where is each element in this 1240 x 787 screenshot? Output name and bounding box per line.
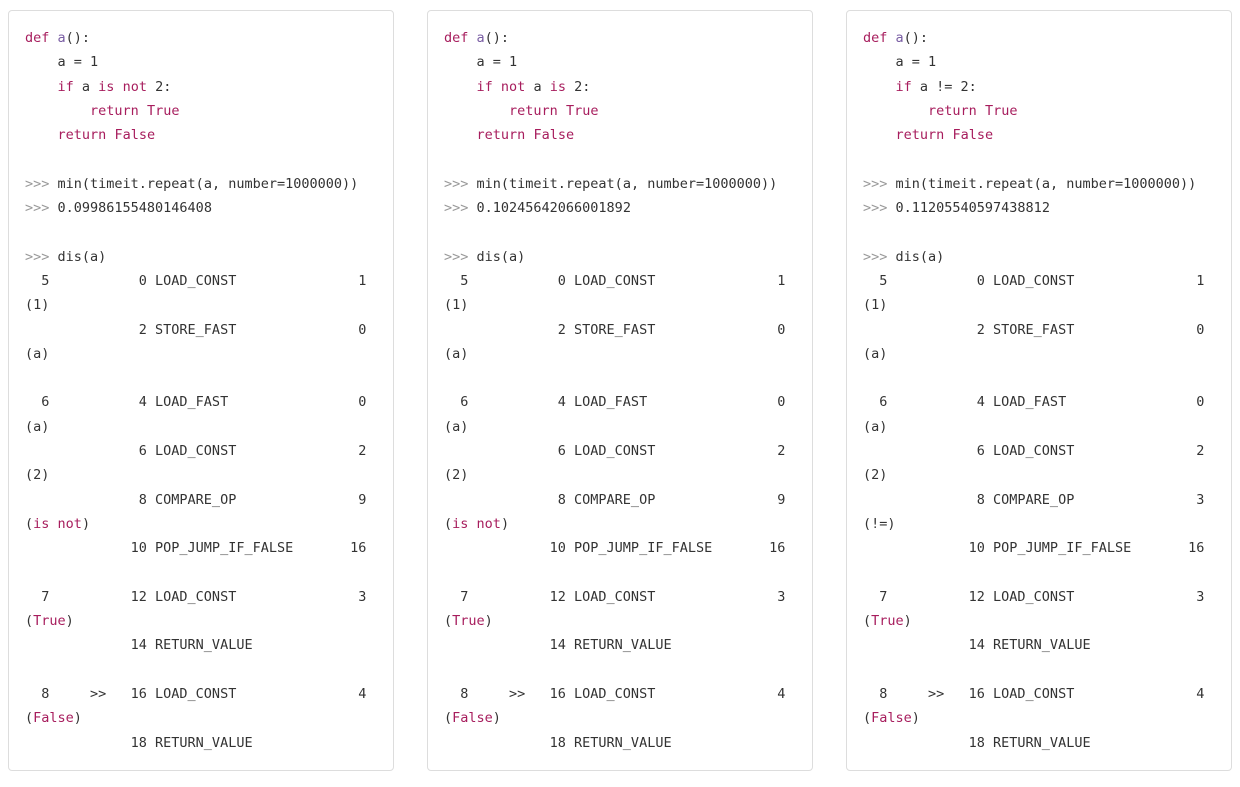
code-token: True: [33, 613, 66, 630]
code-token: 10 POP_JUMP_IF_FALSE 16: [444, 540, 786, 557]
code-token: [114, 79, 122, 95]
code-token: >>>: [863, 248, 896, 265]
code-token: [25, 79, 58, 95]
code-token: False: [533, 127, 575, 144]
code-token: >>>: [444, 175, 477, 192]
code-token: >>>: [863, 200, 896, 217]
code-token: 8 COMPARE_OP 9: [25, 491, 367, 508]
code-block-not-equal: [863, 26, 1215, 755]
code-token: if: [895, 78, 912, 95]
code-token: >>>: [25, 175, 58, 192]
code-token: >>>: [25, 248, 58, 265]
code-token: ): [65, 613, 74, 630]
code-token: (a): [444, 418, 469, 435]
code-token: (!=): [863, 515, 896, 532]
code-token: (2): [863, 467, 888, 484]
code-token: return: [57, 127, 107, 144]
code-token: a = 1: [444, 54, 518, 71]
code-token: (a): [863, 418, 888, 435]
code-token: a != 2:: [911, 78, 977, 95]
code-token: 0.10245642066001892: [476, 200, 631, 217]
code-token: is: [452, 515, 469, 532]
code-token: False: [114, 127, 156, 144]
code-token: [49, 30, 57, 46]
code-token: 7 12 LOAD_CONST 3: [25, 588, 367, 605]
code-token: (a): [25, 418, 50, 435]
code-token: [887, 30, 895, 46]
code-token: >>>: [444, 200, 477, 217]
code-token: 14 RETURN_VALUE: [863, 637, 1091, 654]
code-token: return: [895, 127, 945, 144]
code-token: if: [57, 78, 74, 95]
code-token: dis(a): [476, 248, 526, 265]
code-token: [139, 103, 147, 119]
code-token: a: [895, 30, 904, 46]
code-token: 2 STORE_FAST 0: [25, 321, 367, 338]
code-token: 18 RETURN_VALUE: [863, 734, 1091, 751]
code-token: is: [549, 78, 566, 95]
code-token: return: [90, 102, 139, 119]
code-token: ): [911, 710, 920, 727]
code-token: 18 RETURN_VALUE: [25, 734, 253, 751]
code-token: not: [500, 78, 526, 95]
code-token: 6 4 LOAD_FAST 0: [25, 394, 367, 411]
code-token: dis(a): [57, 248, 107, 265]
code-token: (a): [25, 345, 50, 362]
code-token: 5 0 LOAD_CONST 1: [444, 272, 786, 289]
code-token: 8 COMPARE_OP 9: [444, 491, 786, 508]
code-token: a: [476, 30, 485, 46]
code-token: [444, 79, 477, 95]
code-token: (a): [863, 345, 888, 362]
code-token: 6 LOAD_CONST 2: [25, 443, 367, 460]
code-token: False: [33, 710, 74, 727]
code-token: 18 RETURN_VALUE: [444, 734, 672, 751]
code-token: min(timeit.repeat(a, number=1000000)): [895, 175, 1197, 192]
code-token: [863, 103, 928, 119]
code-token: (2): [25, 467, 50, 484]
code-token: not: [57, 515, 82, 532]
code-token: True: [146, 102, 180, 119]
code-token: [444, 127, 477, 143]
code-token: ): [73, 710, 82, 727]
code-token: True: [984, 102, 1018, 119]
code-token: a: [73, 78, 99, 95]
code-token: 6 4 LOAD_FAST 0: [863, 394, 1205, 411]
code-token: a = 1: [25, 54, 99, 71]
code-token: 0.11205540597438812: [895, 200, 1050, 217]
code-token: 7 12 LOAD_CONST 3: [863, 588, 1205, 605]
code-token: ): [903, 613, 912, 630]
code-token: 5 0 LOAD_CONST 1: [25, 272, 367, 289]
code-token: (: [25, 613, 34, 630]
code-token: ): [492, 710, 501, 727]
code-token: [49, 516, 57, 532]
code-token: (1): [25, 297, 50, 314]
code-token: (a): [444, 345, 469, 362]
code-token: return: [928, 102, 977, 119]
code-token: [558, 103, 566, 119]
code-token: [863, 127, 896, 143]
code-token: (: [25, 515, 34, 532]
code-token: 6 LOAD_CONST 2: [863, 443, 1205, 460]
code-token: [468, 516, 476, 532]
code-token: 8 >> 16 LOAD_CONST 4: [863, 686, 1205, 703]
code-token: if: [476, 78, 493, 95]
code-token: def: [863, 30, 888, 46]
code-token: not: [122, 78, 147, 95]
code-token: 14 RETURN_VALUE: [444, 637, 672, 654]
code-block-is-not: [25, 26, 377, 755]
code-token: is: [33, 515, 50, 532]
code-panel-is-not: [8, 10, 394, 771]
code-token: return: [476, 127, 526, 144]
code-token: (: [863, 613, 872, 630]
code-token: def: [444, 30, 469, 46]
code-token: ():: [484, 30, 510, 46]
code-token: 10 POP_JUMP_IF_FALSE 16: [863, 540, 1205, 557]
code-panel-not-equal: [846, 10, 1232, 771]
code-token: 6 LOAD_CONST 2: [444, 443, 786, 460]
code-token: [25, 127, 58, 143]
code-token: (: [863, 710, 872, 727]
code-token: a: [525, 78, 550, 95]
code-token: [25, 103, 90, 119]
code-token: not: [476, 515, 501, 532]
code-token: 6 4 LOAD_FAST 0: [444, 394, 786, 411]
code-token: True: [871, 613, 904, 630]
code-token: a: [57, 30, 66, 46]
code-panel-not-is: [427, 10, 813, 771]
code-token: ): [500, 515, 510, 532]
code-token: 8 >> 16 LOAD_CONST 4: [25, 686, 367, 703]
code-token: False: [952, 127, 994, 144]
code-token: min(timeit.repeat(a, number=1000000)): [57, 175, 359, 192]
code-block-not-is: [444, 26, 796, 755]
code-token: >>>: [444, 248, 477, 265]
code-token: dis(a): [895, 248, 945, 265]
code-token: 2 STORE_FAST 0: [444, 321, 786, 338]
code-token: 8 >> 16 LOAD_CONST 4: [444, 686, 786, 703]
code-token: False: [871, 710, 912, 727]
code-token: (1): [863, 297, 888, 314]
code-token: ): [484, 613, 493, 630]
code-token: 2:: [146, 78, 172, 95]
code-token: 2:: [565, 78, 591, 95]
code-token: 10 POP_JUMP_IF_FALSE 16: [25, 540, 367, 557]
code-token: (: [444, 710, 453, 727]
code-token: >>>: [25, 200, 58, 217]
code-token: ): [81, 515, 91, 532]
code-token: def: [25, 30, 50, 46]
code-token: (2): [444, 467, 469, 484]
code-token: 5 0 LOAD_CONST 1: [863, 272, 1205, 289]
code-token: True: [565, 102, 599, 119]
code-token: 2 STORE_FAST 0: [863, 321, 1205, 338]
code-token: 14 RETURN_VALUE: [25, 637, 253, 654]
code-token: >>>: [863, 175, 896, 192]
code-token: True: [452, 613, 485, 630]
code-token: min(timeit.repeat(a, number=1000000)): [476, 175, 778, 192]
code-token: ():: [65, 30, 91, 46]
code-token: return: [509, 102, 558, 119]
code-token: ():: [903, 30, 929, 46]
code-token: [863, 79, 896, 95]
code-token: (: [444, 613, 453, 630]
code-token: (1): [444, 297, 469, 314]
code-token: a = 1: [863, 54, 937, 71]
code-token: [444, 103, 509, 119]
code-token: (: [444, 515, 453, 532]
code-token: [468, 30, 476, 46]
code-token: [493, 79, 501, 95]
code-token: 7 12 LOAD_CONST 3: [444, 588, 786, 605]
code-token: is: [98, 78, 115, 95]
code-token: (: [25, 710, 34, 727]
code-token: 0.09986155480146408: [57, 200, 212, 217]
code-token: [977, 103, 985, 119]
code-token: 8 COMPARE_OP 3: [863, 491, 1205, 508]
code-token: False: [452, 710, 493, 727]
